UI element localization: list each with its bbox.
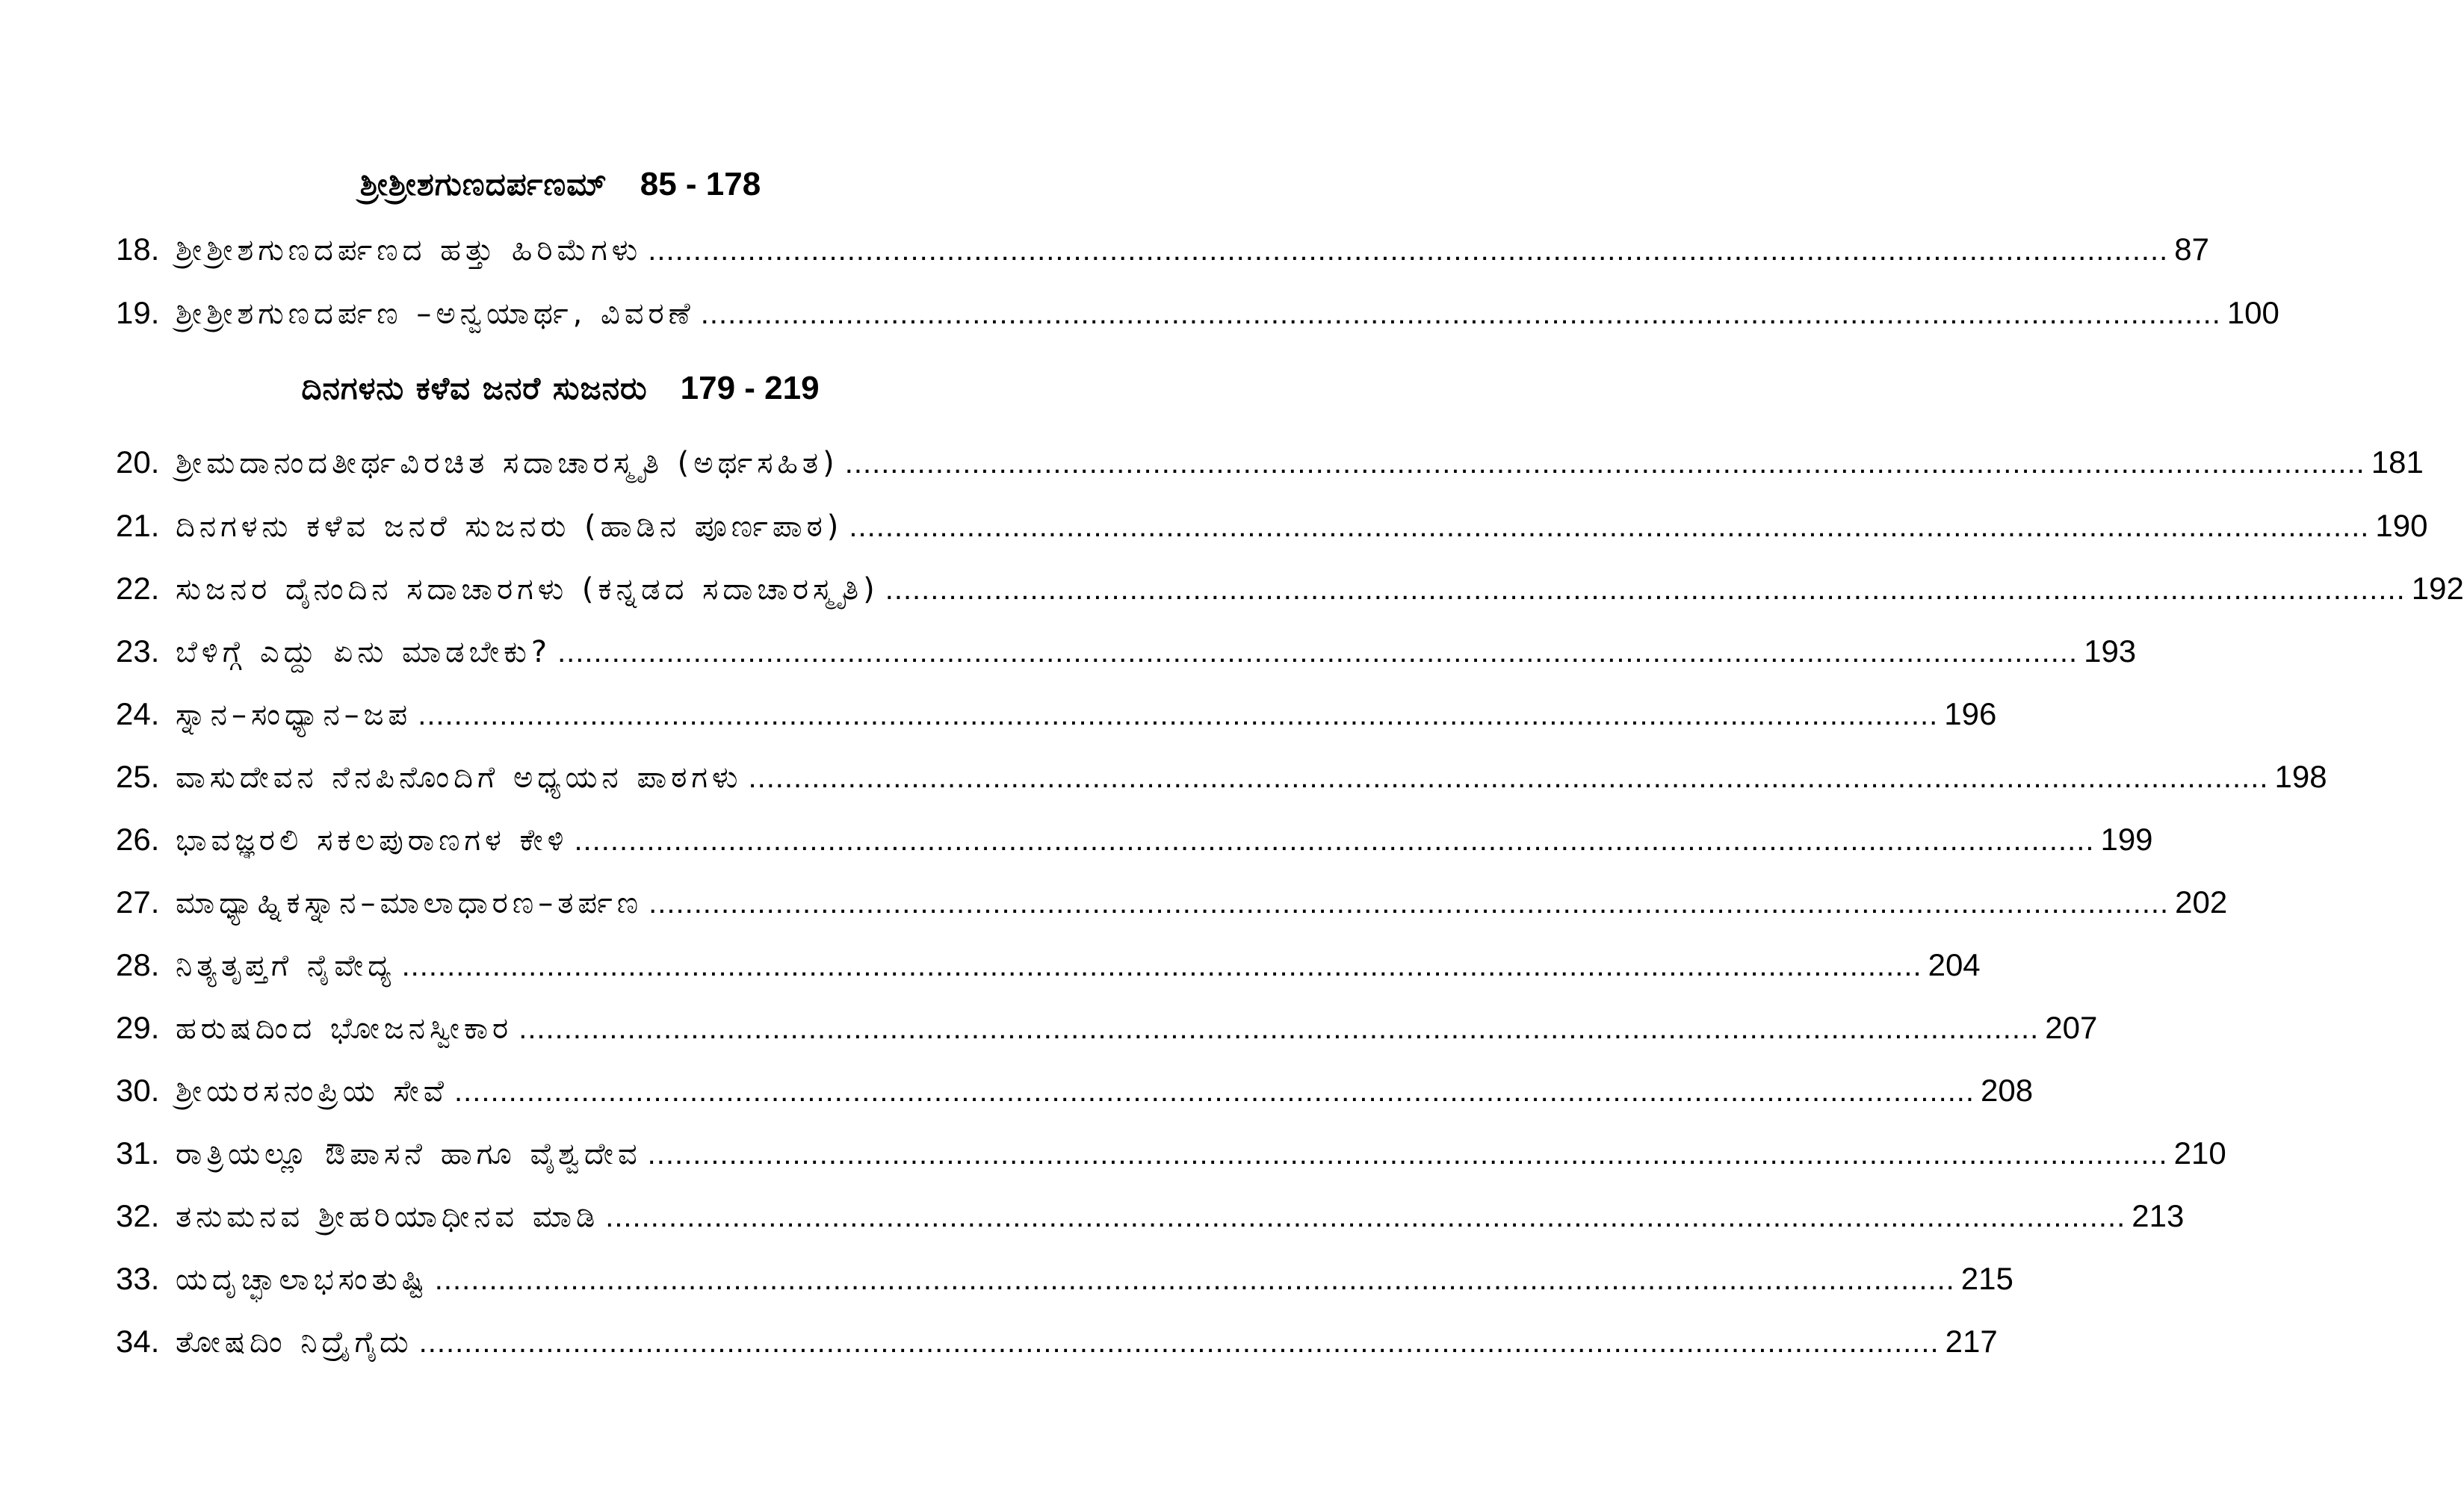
entry-title: ಭಾವಜ್ಞರಲಿ ಸಕಲಪುರಾಣಗಳ ಕೇಳಿ: [176, 823, 569, 858]
toc-entry[interactable]: [116, 822, 2153, 867]
dot-leader: [419, 1326, 1940, 1360]
dot-leader: [701, 297, 2221, 331]
entry-number: 30.: [116, 1073, 160, 1108]
dot-leader: [648, 234, 2168, 267]
entry-number: 19.: [116, 295, 160, 330]
dot-leader: [574, 824, 2094, 858]
entry-title: ತೋಷದಿಂ ನಿದ್ರೈಗೈದು: [176, 1325, 413, 1360]
toc-entry[interactable]: [116, 633, 2137, 678]
entry-page-number: 204: [1928, 947, 1981, 982]
section-page-range: 85 - 178: [640, 166, 761, 202]
entry-page-number: 181: [2371, 444, 2424, 480]
toc-entry[interactable]: [116, 1010, 2098, 1055]
entry-page-number: 213: [2132, 1198, 2185, 1233]
entry-number: 31.: [116, 1135, 160, 1171]
section-heading: [0, 166, 1121, 203]
section-page-range: 179 - 219: [680, 370, 820, 406]
entry-page-number: 215: [1960, 1261, 2013, 1296]
entry-page-number: 210: [2173, 1135, 2226, 1171]
toc-entry[interactable]: [116, 1324, 1998, 1369]
entry-number: 24.: [116, 696, 160, 731]
toc-entry[interactable]: [116, 696, 1997, 741]
entry-number: 25.: [116, 759, 160, 794]
dot-leader: [648, 1138, 2168, 1171]
entry-page-number: 192: [2411, 571, 2464, 606]
entry-page-number: 198: [2274, 759, 2327, 794]
dot-leader: [648, 887, 2169, 920]
entry-title: ಬೆಳಿಗ್ಗೆ ಎದ್ದು ಏನು ಮಾಡಬೇಕು?: [176, 635, 552, 669]
dot-leader: [748, 761, 2268, 795]
entry-title: ವಾಸುದೇವನ ನೆನಪಿನೊಂದಿಗೆ ಅಧ್ಯಯನ ಪಾಠಗಳು: [176, 760, 743, 795]
toc-entry[interactable]: [116, 1135, 2226, 1180]
entry-number: 27.: [116, 884, 160, 920]
toc-entry[interactable]: [116, 884, 2228, 929]
entry-page-number: 190: [2375, 508, 2428, 543]
entry-title: ರಾತ್ರಿಯಲ್ಲೂ ಔಪಾಸನೆ ಹಾಗೂ ವೈಶ್ವದೇವ: [176, 1137, 642, 1171]
section-heading: [0, 370, 1121, 407]
entry-number: 32.: [116, 1198, 160, 1233]
toc-entry[interactable]: [116, 1073, 2034, 1118]
entry-number: 23.: [116, 633, 160, 669]
toc-entry[interactable]: [116, 947, 1981, 992]
entry-page-number: 217: [1945, 1324, 1998, 1359]
entry-page-number: 87: [2174, 232, 2209, 267]
dot-leader: [519, 1012, 2039, 1046]
entry-title: ಹರುಷದಿಂದ ಭೋಜನಸ್ವೀಕಾರ: [176, 1011, 513, 1046]
entry-number: 34.: [116, 1324, 160, 1359]
toc-entry[interactable]: [116, 444, 2424, 489]
dot-leader: [454, 1075, 1975, 1109]
toc-entry[interactable]: [116, 232, 2209, 276]
section-title: ದಿನಗಳನು ಕಳೆವ ಜನರೆ ಸುಜನರು: [301, 370, 648, 406]
entry-page-number: 193: [2084, 633, 2137, 669]
entry-title: ಶ್ರೀಯರಸನಂಪ್ರಿಯ ಸೇವೆ: [176, 1074, 448, 1109]
entry-title: ಮಾಧ್ಯಾಹ್ನಿಕಸ್ನಾನ–ಮಾಲಾಧಾರಣ–ತರ್ಪಣ: [176, 886, 643, 920]
toc-entry[interactable]: [116, 295, 2279, 340]
dot-leader: [418, 698, 1938, 732]
toc-entry[interactable]: [116, 1261, 2013, 1306]
entry-number: 22.: [116, 571, 160, 606]
entry-title: ಸುಜನರ ದೈನಂದಿನ ಸದಾಚಾರಗಳು (ಕನ್ನಡದ ಸದಾಚಾರಸ್ಮೃತಿ): [176, 572, 879, 607]
entry-title: ಶ್ರೀಶ್ರೀಶಗುಣದರ್ಪಣದ ಹತ್ತು ಹಿರಿಮೆಗಳು: [176, 233, 643, 267]
toc-entry[interactable]: [116, 1198, 2185, 1243]
entry-page-number: 208: [1981, 1073, 2034, 1108]
dot-leader: [849, 510, 2369, 544]
entry-title: ಶ್ರೀಶ್ರೀಶಗುಣದರ್ಪಣ –ಅನ್ವಯಾರ್ಥ, ವಿವರಣೆ: [176, 297, 695, 331]
dot-leader: [885, 573, 2406, 607]
entry-number: 29.: [116, 1010, 160, 1045]
entry-page-number: 199: [2100, 822, 2153, 857]
entry-page-number: 207: [2045, 1010, 2098, 1045]
entry-number: 18.: [116, 232, 160, 267]
entry-title: ನಿತ್ಯತೃಪ್ತಗೆ ನೈವೇದ್ಯ: [176, 949, 396, 983]
toc-entry[interactable]: [116, 571, 2464, 616]
entry-page-number: 202: [2175, 884, 2228, 920]
dot-leader: [845, 447, 2365, 480]
entry-number: 33.: [116, 1261, 160, 1296]
entry-number: 21.: [116, 508, 160, 543]
toc-entry[interactable]: [116, 508, 2428, 553]
dot-leader: [557, 636, 2078, 669]
dot-leader: [605, 1200, 2126, 1234]
toc-entry[interactable]: [116, 759, 2327, 804]
entry-title: ದಿನಗಳನು ಕಳೆವ ಜನರೆ ಸುಜನರು (ಹಾಡಿನ ಪೂರ್ಣಪಾಠ): [176, 509, 843, 544]
entry-number: 20.: [116, 444, 160, 480]
dot-leader: [402, 949, 1922, 983]
dot-leader: [435, 1263, 1955, 1297]
section-title: ಶ್ರೀಶ್ರೀಶಗುಣದರ್ಪಣಮ್: [359, 166, 607, 202]
entry-page-number: 196: [1944, 696, 1997, 731]
entry-title: ಯದೃಚ್ಛಾಲಾಭಸಂತುಷ್ಟಿ: [176, 1262, 429, 1297]
entry-number: 26.: [116, 822, 160, 857]
entry-title: ತನುಮನವ ಶ್ರೀಹರಿಯಾಧೀನವ ಮಾಡಿ: [176, 1200, 600, 1234]
entry-page-number: 100: [2226, 295, 2279, 330]
entry-title: ಶ್ರೀಮದಾನಂದತೀರ್ಥವಿರಚಿತ ಸದಾಚಾರಸ್ಮೃತಿ (ಅರ್ಥಸಹಿತ): [176, 446, 839, 480]
entry-number: 28.: [116, 947, 160, 982]
entry-title: ಸ್ನಾನ–ಸಂಧ್ಯಾನ–ಜಪ: [176, 698, 412, 732]
